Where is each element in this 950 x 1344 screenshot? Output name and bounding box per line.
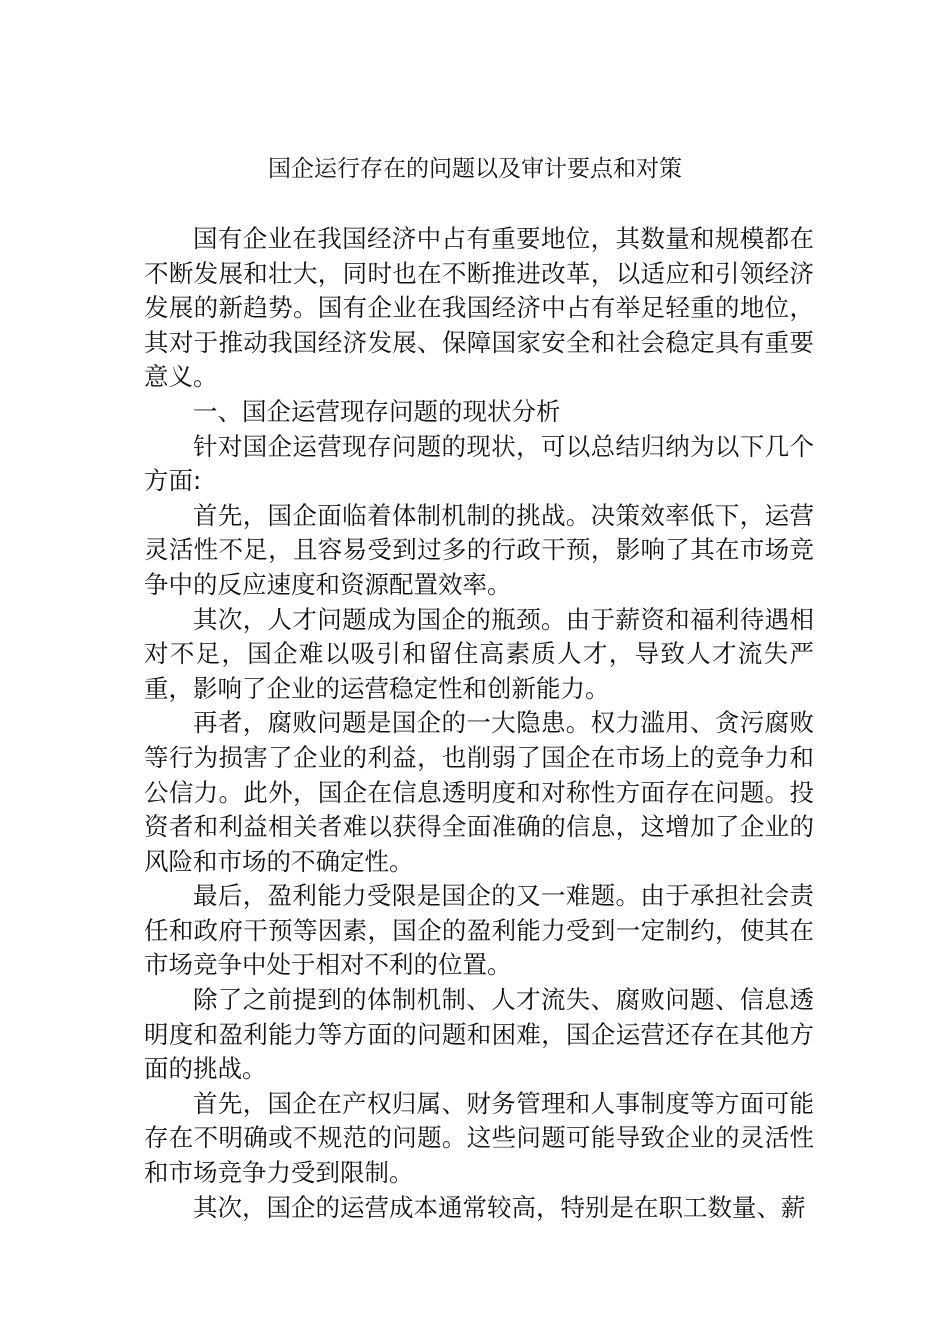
- document-body: [144, 222, 814, 1225]
- paragraph: 首先，国企面临着体制机制的挑战。决策效率低下，运营灵活性不足，且容易受到过多的行政干预，影响了其在市场竞争中的反应速度和资源配置效率。: [144, 500, 814, 599]
- paragraph: 其次，人才问题成为国企的瓶颈。由于薪资和福利待遇相对不足，国企难以吸引和留住高素质人才，导致人才流失严重，影响了企业的运营稳定性和创新能力。: [144, 604, 814, 703]
- paragraph: 再者，腐败问题是国企的一大隐患。权力滥用、贪污腐败等行为损害了企业的利益，也削弱了国企在市场上的竞争力和公信力。此外，国企在信息透明度和对称性方面存在问题。投资者和利益相关者难以获得全面准确的信息，这增加了企业的风险和市场的不确定性。: [144, 708, 814, 876]
- section-heading-1: 一、国企运营现存问题的现状分析: [193, 396, 561, 426]
- document-title: 国企运行存在的问题以及审计要点和对策: [268, 156, 682, 182]
- paragraph: 最后，盈利能力受限是国企的又一难题。由于承担社会责任和政府干预等因素，国企的盈利能力受到一定制约，使其在市场竞争中处于相对不利的位置。: [144, 881, 814, 980]
- paragraph-intro: 国有企业在我国经济中占有重要地位，其数量和规模都在不断发展和壮大，同时也在不断推进改革，以适应和引领经济发展的新趋势。国有企业在我国经济中占有举足轻重的地位，其对于推动我国经济发展、保障国家安全和社会稳定具有重要意义。: [144, 224, 814, 392]
- paragraph: 针对国企运营现存问题的现状，可以总结归纳为以下几个方面:: [144, 431, 814, 496]
- paragraph: 首先，国企在产权归属、财务管理和人事制度等方面可能存在不明确或不规范的问题。这些问题可能导致企业的灵活性和市场竞争力受到限制。: [144, 1088, 814, 1188]
- paragraph: 除了之前提到的体制机制、人才流失、腐败问题、信息透明度和盈利能力等方面的问题和困难，国企运营还存在其他方面的挑战。: [144, 985, 814, 1084]
- paragraph: 其次，国企的运营成本通常较高，特别是在职工数量、薪: [193, 1192, 806, 1222]
